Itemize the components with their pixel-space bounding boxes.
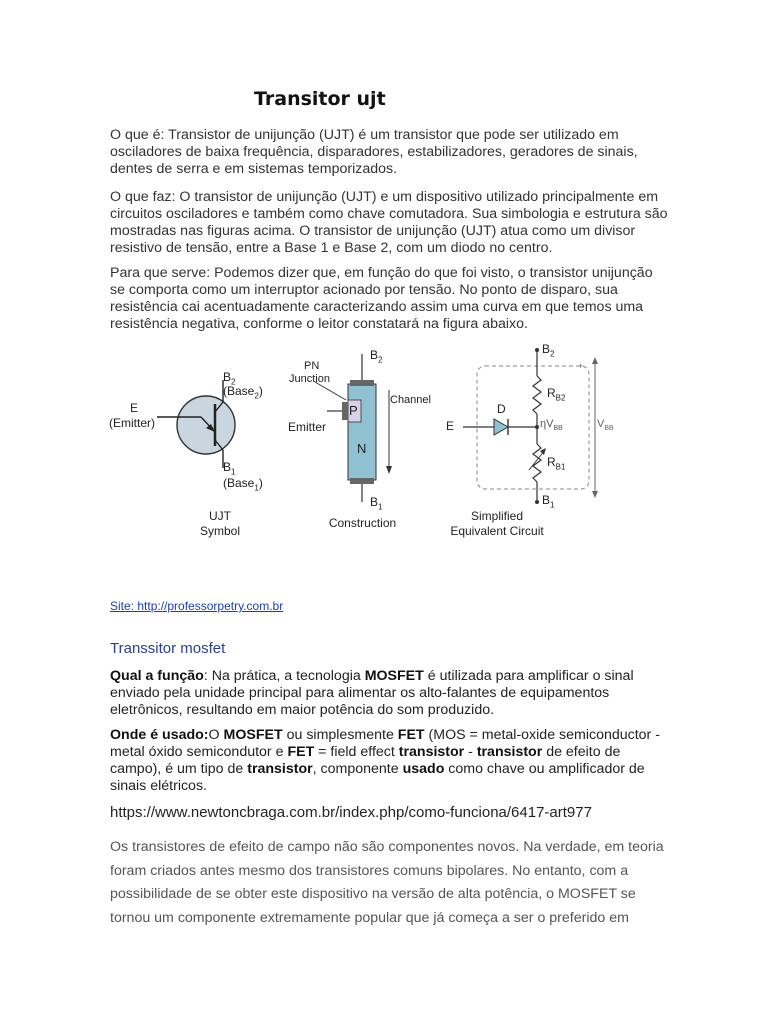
construction-b1-label: $B_1$ — [370, 495, 383, 512]
paragraph-what-it-does: O que faz: O transistor de unijunção (UJT) e um dispositivo utilizado principalmente em circuitos osciladores e também como chave comutadora. Sua simbologia e estrutura são mostradas nas figuras acima. O transistor de unijunção (UJT) atua como um divisor resistivo de tensão, entre a Base 1 e Base 2, com um diodo no centro. — [110, 189, 668, 256]
function-lead: Qual a função — [110, 668, 204, 684]
circuit-e-label: E — [446, 419, 455, 433]
circuit-rb2-label: $R_{B2}$ — [547, 386, 566, 403]
newtoncbraga-url: https://www.newtoncbraga.com.br/index.php/como-funciona/6417-art977 — [110, 804, 592, 821]
page-title: Transitor ujt — [254, 88, 386, 110]
ujt-figure — [105, 340, 625, 545]
site-line — [110, 599, 283, 613]
circuit-b1-label: $B_1$ — [542, 493, 555, 510]
construction-caption: Construction — [328, 516, 397, 530]
circuit-plus-label: + — [578, 361, 584, 371]
circuit-d-label: D — [497, 402, 506, 416]
paragraph-where-used: Onde é usado:O MOSFET ou simplesmente FET (MOS = metal-oxide semiconductor - metal óxido semicondutor e FET = field effect transistor - transistor de efeito de campo), é um tipo de transistor, componente usado como chave ou amplificador de sinais elétricos. — [110, 727, 660, 794]
construction-junction-label: Junction — [289, 373, 330, 385]
symbol-b2-label: $B_2$ — [223, 370, 236, 387]
construction-emitter-label: Emitter — [288, 420, 327, 434]
symbol-base2-label: (Base$_2$) — [223, 384, 263, 401]
construction-channel-label: Channel — [390, 394, 431, 406]
symbol-b1-label: $B_1$ — [223, 460, 236, 477]
circuit-eta-label: $\eta V_{BB}$ — [540, 418, 563, 433]
mosfet-heading: Transsitor mosfet — [110, 640, 226, 657]
construction-p-label: P — [349, 403, 358, 418]
paragraph-what-for: Para que serve: Podemos dizer que, em função do que foi visto, o transistor unijunção se comporta como um interruptor acionado por tensão. No ponto de disparo, sua resistência cai acentuadamente caracterizando assim uma curva em que temos uma resistência negativa, conforme o leitor constatará na figura abaixo. — [110, 265, 653, 332]
symbol-caption: UJT Symbol — [199, 509, 240, 538]
paragraph-mosfet-history: Os transistores de efeito de campo não são componentes novos. Na verdade, em teoria foram criados antes mesmo dos transistores comuns bipolares. No entanto, com a possibilidade de se obter este dispositivo na versão de alta potência, o MOSFET se tornou um componente extremamente popular que já começa a ser o preferido em — [110, 839, 664, 926]
construction-n-label: N — [357, 441, 367, 456]
site-link[interactable]: http://professorpetry.com.br — [137, 599, 284, 613]
circuit-vbb-label: $V_{BB}$ — [597, 418, 614, 433]
circuit-caption: Simplified Equivalent Circuit — [450, 509, 544, 538]
where-used-lead: Onde é usado: — [110, 727, 209, 743]
paragraph-text: Transistor de unijunção (UJT) é um transistor que pode ser utilizado em osciladores de baixa frequência, disparadores, estabilizadores, geradores de sinais, dentes de serra e em sistemas temporizados. — [110, 127, 638, 177]
symbol-base1-label: (Base$_1$) — [223, 476, 263, 493]
symbol-e-label: E — [130, 401, 139, 415]
circuit-rb1-label: $R_{B1}$ — [547, 455, 566, 472]
site-label: Site: — [110, 599, 138, 613]
construction-pn-label: PN — [304, 360, 320, 372]
circuit-b2-label: $B_2$ — [542, 342, 555, 359]
paragraph-what-is — [110, 127, 670, 178]
symbol-emitter-label: (Emitter) — [109, 416, 155, 430]
construction-b2-label: $B_2$ — [370, 348, 383, 365]
paragraph-function: Qual a função: Na prática, a tecnologia MOSFET é utilizada para amplificar o sinal enviado pela unidade principal para alimentar os alto-falantes de equipamentos eletrônicos, resultando em maior potência do som produzido. — [110, 668, 634, 718]
paragraph-lead: O que é: — [110, 127, 165, 143]
